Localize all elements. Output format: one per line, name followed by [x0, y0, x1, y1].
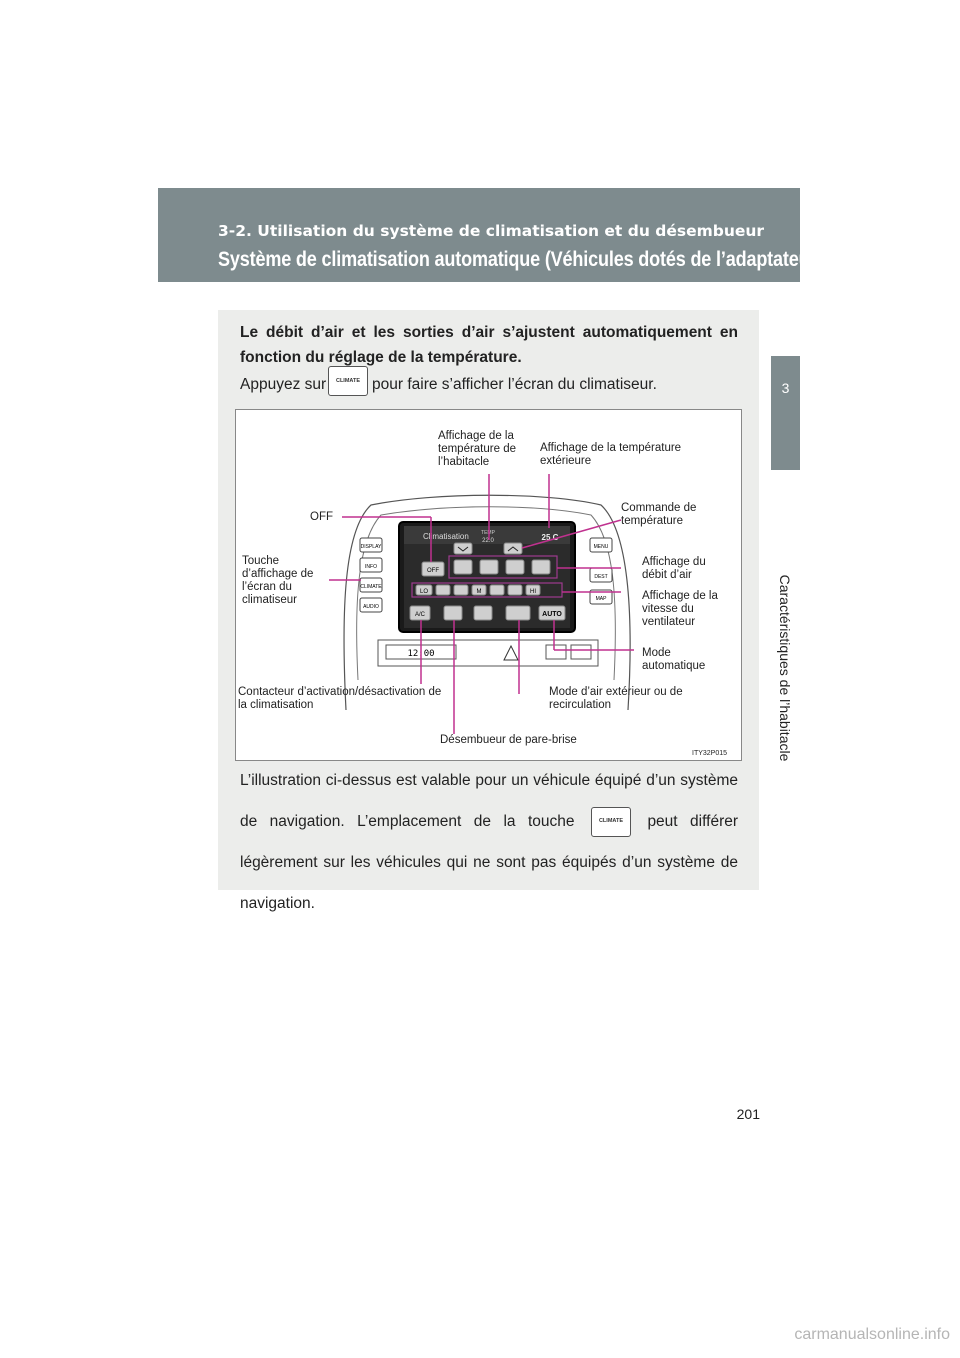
- chapter-side-tab: [771, 356, 800, 470]
- dest-button[interactable]: DEST: [594, 574, 608, 580]
- audio-button[interactable]: AUDIO: [363, 604, 379, 610]
- console-clock: 12:00: [407, 649, 435, 659]
- screen-off-button[interactable]: OFF: [427, 568, 439, 574]
- climate-screen-figure: [235, 409, 742, 761]
- watermark: carmanualsonline.info: [794, 1326, 950, 1343]
- climate-button-icon-inline: [591, 807, 631, 837]
- airflow-bilevel-button[interactable]: [480, 560, 498, 574]
- display-button[interactable]: DISPLAY: [360, 544, 382, 550]
- screen-ac-button[interactable]: A/C: [414, 612, 426, 618]
- recirculation-button[interactable]: [506, 606, 530, 620]
- outro-part-1: L’illustration ci-dessus est valable pour un véhicule équipé d’un système de navigation. L’emplacement de la touche: [240, 772, 738, 830]
- label-screen-button: Touche d’affichage de l’écran du climatiseur: [242, 555, 314, 606]
- screen-cabin-temp: 22.0: [482, 538, 494, 544]
- screen-auto-button[interactable]: AUTO: [542, 611, 562, 618]
- fan-hi-button[interactable]: HI: [530, 589, 536, 595]
- info-button[interactable]: INFO: [365, 564, 377, 570]
- label-auto-mode: Mode automatique: [642, 647, 706, 672]
- chapter-side-label: [772, 498, 798, 838]
- press-after-text: pour faire s’afficher l’écran du climatiseur.: [372, 376, 657, 393]
- chapter-side-label-text: Caractéristiques de l’habitacle: [777, 574, 793, 762]
- screen-title: Climatisation: [423, 532, 469, 541]
- climate-button-icon: [328, 366, 368, 396]
- label-off: OFF: [310, 511, 333, 523]
- front-defroster-button[interactable]: [444, 606, 462, 620]
- label-ac-switch: Contacteur d’activation/désactivation de la climatisation: [238, 686, 442, 711]
- left-button-column: [360, 538, 382, 612]
- right-button-column: [590, 538, 612, 604]
- section-title: 3-2. Utilisation du système de climatisation et du désembueur: [218, 222, 765, 240]
- climate-button-label: CLIMATE: [335, 378, 361, 384]
- page-number: 201: [736, 1106, 760, 1122]
- label-temp-control: Commande de température: [621, 502, 697, 527]
- figure-code: ITY32P015: [692, 750, 728, 757]
- chapter-title: Système de climatisation automatique (Véhicules dotés de l’adaptateur AUX): [218, 248, 864, 271]
- label-airflow: Affichage du débit d’air: [642, 556, 706, 581]
- label-cabin-temp: Affichage de la température de l’habitacle: [438, 430, 516, 468]
- airflow-feet-button[interactable]: [506, 560, 524, 574]
- screen-outside-temp: 25 C: [541, 533, 559, 542]
- rear-defroster-button[interactable]: [474, 606, 492, 620]
- outro-part-2: peut différer légèrement sur les véhicules qui ne sont pas équipés d’un système de navigation.: [240, 813, 739, 912]
- label-defroster: Désembueur de pare-brise: [440, 734, 577, 746]
- climate-button-label-inline: CLIMATE: [598, 818, 623, 825]
- label-recirculation: Mode d’air extérieur ou de recirculation: [549, 686, 683, 711]
- airflow-face-button[interactable]: [454, 560, 472, 574]
- fan-lo-button[interactable]: LO: [419, 589, 429, 595]
- map-button[interactable]: MAP: [595, 596, 607, 602]
- label-outside-temp: Affichage de la température extérieure: [540, 442, 682, 467]
- menu-button[interactable]: MENU: [593, 544, 609, 550]
- fan-m-button[interactable]: M: [476, 589, 482, 595]
- airflow-feet-defrost-button[interactable]: [532, 560, 550, 574]
- label-fan-speed: Affichage de la vitesse du ventilateur: [642, 590, 718, 628]
- outro-paragraph: [240, 760, 738, 924]
- chapter-number: 3: [781, 380, 790, 396]
- climate-button[interactable]: CLIMATE: [360, 584, 382, 590]
- intro-paragraph: Le débit d’air et les sorties d’air s’ajustent automatiquement en fonction du réglage de la température.: [240, 324, 738, 366]
- press-before-text: Appuyez sur: [240, 376, 327, 393]
- screen-temp-label: TEMP: [481, 530, 495, 536]
